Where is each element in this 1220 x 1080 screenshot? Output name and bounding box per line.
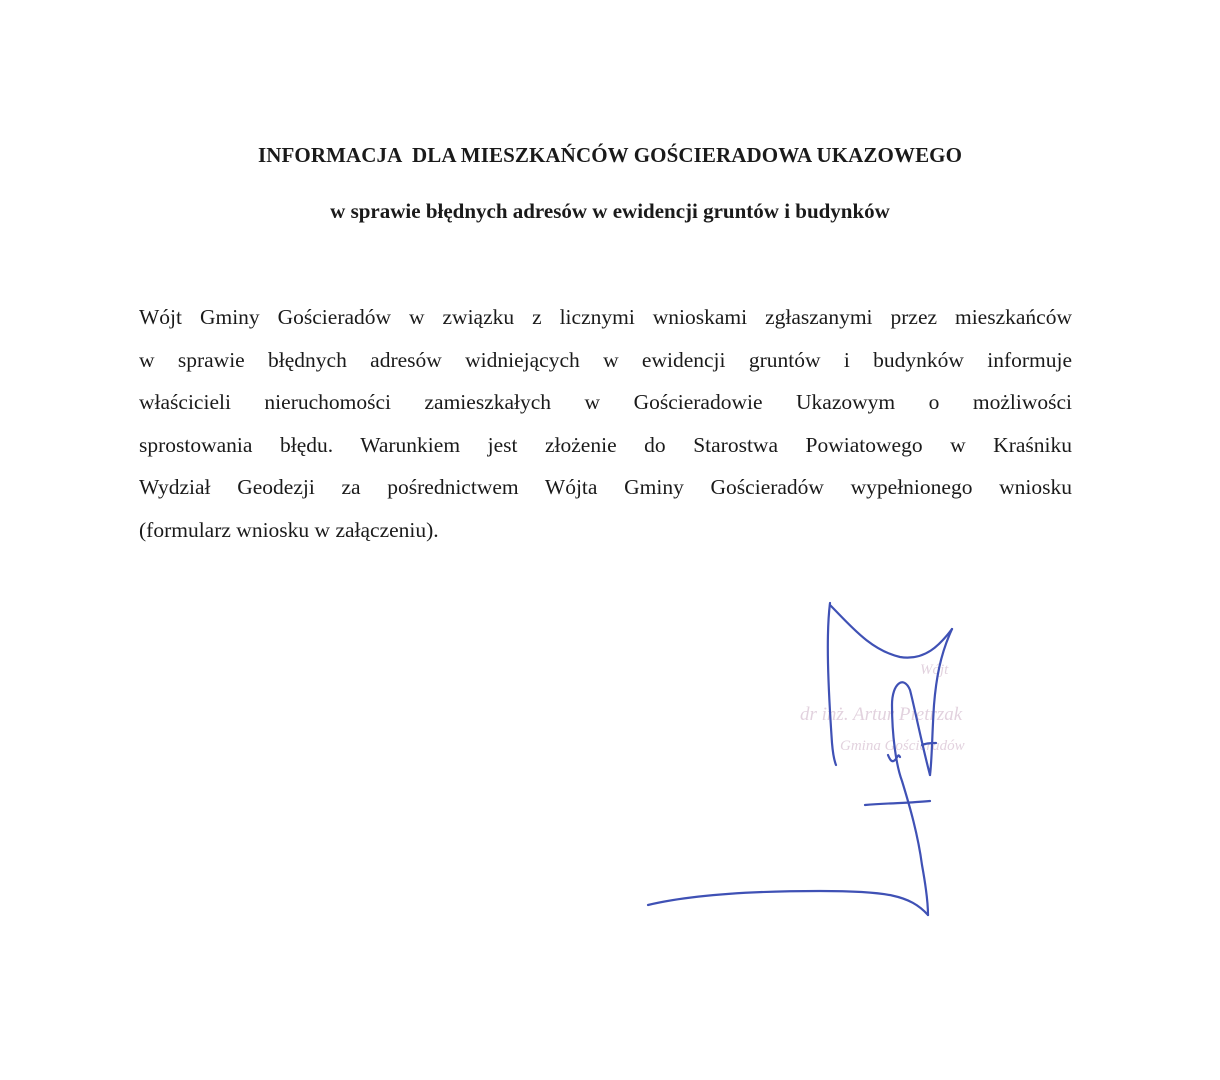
document-title: INFORMACJA DLA MIESZKAŃCÓW GOŚCIERADOWA UKAZOWEGO bbox=[257, 143, 963, 167]
stamp-line-title: Wójt bbox=[920, 662, 949, 678]
handwritten-signature bbox=[640, 595, 970, 925]
stamp-line-office: Gmina Gościeradów bbox=[840, 738, 965, 754]
body-line: Wydział Geodezji za pośrednictwem Wójta Gminy Gościeradów wypełnionego wniosku bbox=[139, 475, 1072, 500]
stamp-line-name: dr inż. Artur Pietrzak bbox=[800, 704, 963, 725]
document-subtitle: w sprawie błędnych adresów w ewidencji gruntów i budynków bbox=[330, 199, 890, 223]
body-line: Wójt Gminy Gościeradów w związku z licznymi wnioskami zgłaszanymi przez mieszkańców bbox=[139, 305, 1072, 329]
body-line: sprostowania błędu. Warunkiem jest złożenie do Starostwa Powiatowego w Kraśniku bbox=[139, 432, 1072, 457]
body-line: (formularz wniosku w załączeniu). bbox=[139, 517, 439, 542]
body-line: w sprawie błędnych adresów widniejących w ewidencji gruntów i budynków informuje bbox=[139, 347, 1072, 372]
body-line: właścicieli nieruchomości zamieszkałych w Gościeradowie Ukazowym o możliwości bbox=[139, 390, 1072, 415]
document-body bbox=[139, 296, 1072, 552]
